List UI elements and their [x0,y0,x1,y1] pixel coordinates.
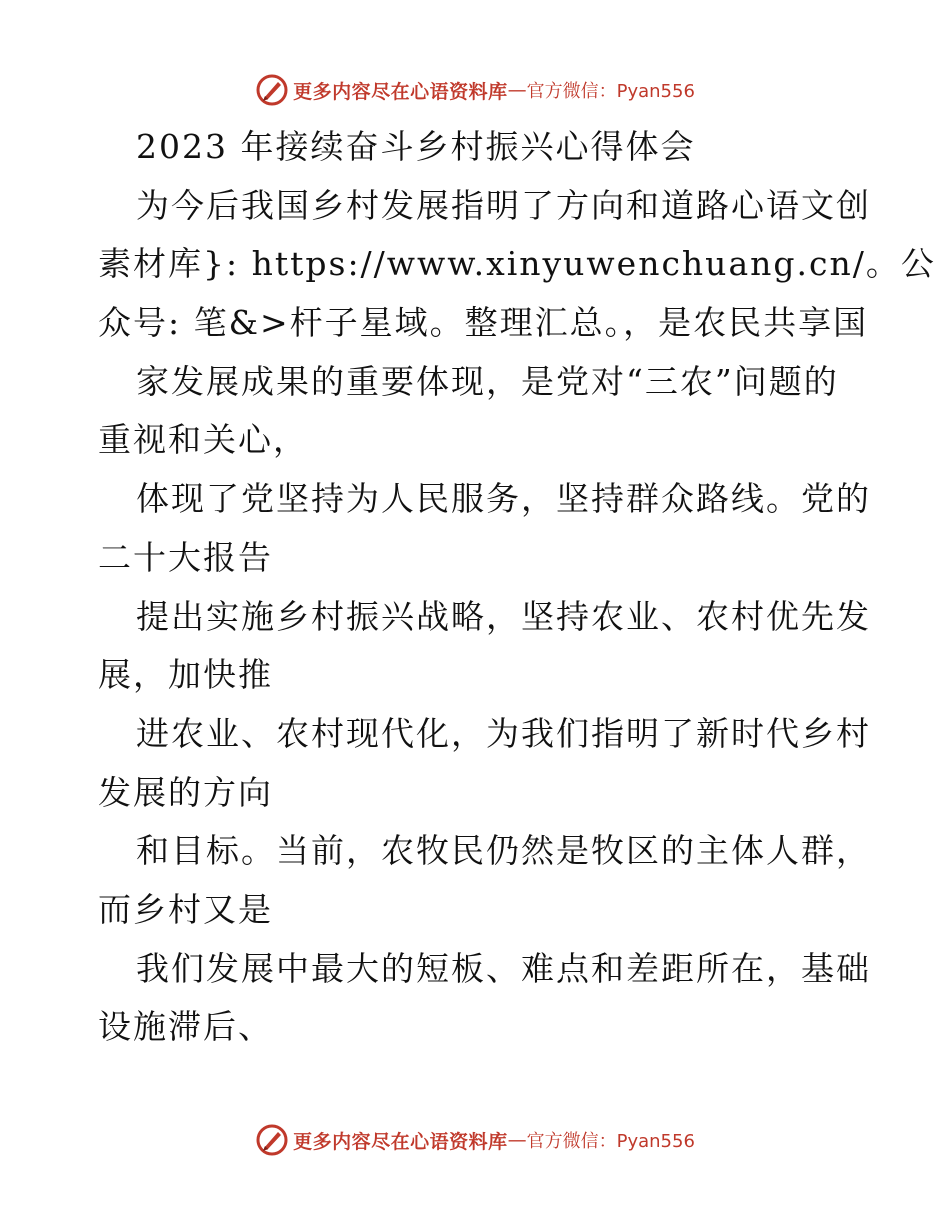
document-title: 2023 年接续奋斗乡村振兴心得体会 [136,127,696,166]
body-line: 发展的方向 [98,772,273,812]
header-wechat-text: 官方微信：Pyan556 [526,81,695,102]
body-line: 提出实施乡村振兴战略，坚持农业、农村优先发 [136,596,871,636]
body-line: 为今后我国乡村发展指明了方向和道路心语文创 [136,185,871,225]
body-line: 重视和关心， [98,420,308,460]
body-line: 家发展成果的重要体现，是党对“三农”问题的 [136,361,839,401]
body-line: 我们发展中最大的短板、难点和差距所在，基础 [136,948,871,988]
body-line: 二十大报告 [98,537,273,577]
body-line: 和目标。当前，农牧民仍然是牧区的主体人群， [136,831,871,871]
header-banner [0,70,950,110]
footer-dash: — [507,1129,527,1151]
header-site-text: 更多内容尽在心语资料库 [293,80,508,103]
body-line: 体现了党坚持为人民服务，坚持群众路线。党的 [136,479,871,519]
body-line: 众号: 笔&>杆子星域。整理汇总。，是农民共享国 [98,303,869,343]
footer-wechat-text: 官方微信：Pyan556 [526,1131,695,1152]
body-line: 而乡村又是 [98,889,273,929]
body-line: 素材库}: https://www.xinyuwenchuang.cn/。公 [98,244,936,284]
footer-banner [0,1120,950,1160]
body-line: 展，加快推 [98,655,273,695]
body-line: 设施滞后、 [98,1007,273,1047]
pen-logo-icon [255,73,289,107]
document-body [98,118,936,1057]
header-dash: — [507,79,527,101]
footer-site-text: 更多内容尽在心语资料库 [293,1130,508,1153]
pen-logo-icon [255,1123,289,1157]
body-line: 进农业、农村现代化，为我们指明了新时代乡村 [136,713,871,753]
